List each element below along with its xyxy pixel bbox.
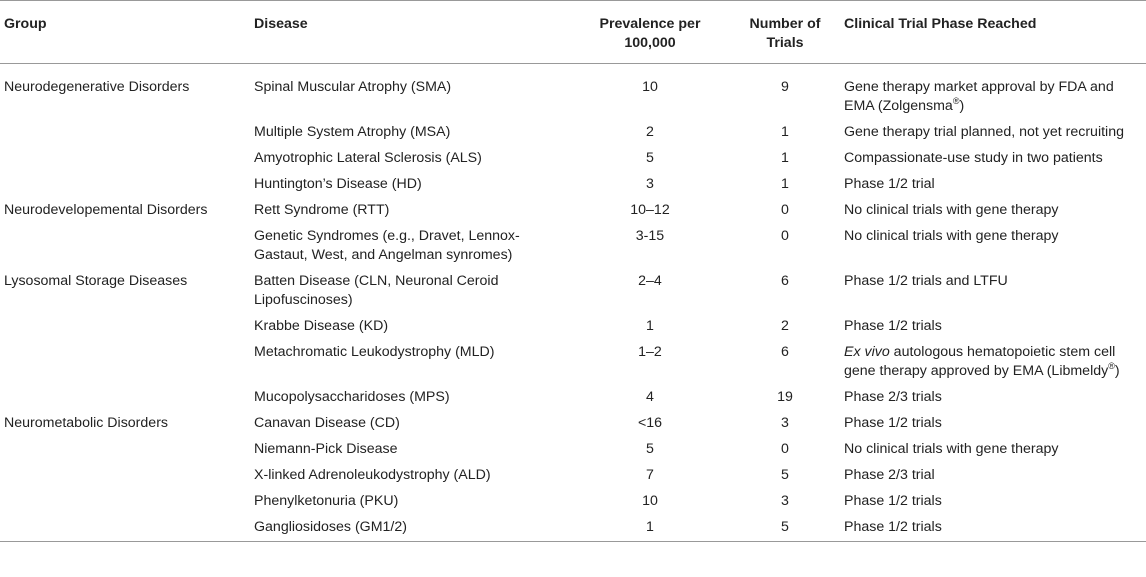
cell-phase (840, 340, 1146, 385)
cell-disease: Gangliosidoses (GM1/2) (254, 519, 407, 535)
phase-text: No clinical trials with gene therapy (844, 228, 1059, 244)
table-row (0, 120, 1146, 146)
phase-italic-text: Ex vivo (844, 344, 890, 360)
phase-text: Phase 1/2 trials (844, 519, 942, 535)
table-row (0, 437, 1146, 463)
table-row (0, 64, 1146, 121)
cell-trials: 1 (781, 124, 789, 140)
table-row (0, 198, 1146, 224)
cell-group (0, 437, 250, 463)
cell-group: Neurodegenerative Disorders (4, 79, 190, 95)
phase-text: Phase 1/2 trials (844, 415, 942, 431)
cell-trials: 6 (781, 344, 789, 360)
table-row (0, 463, 1146, 489)
registered-mark: ® (1108, 361, 1115, 371)
cell-group (0, 515, 250, 542)
cell-phase (840, 515, 1146, 542)
cell-disease: Rett Syndrome (RTT) (254, 202, 390, 218)
cell-phase (840, 411, 1146, 437)
cell-prevalence: 10 (642, 493, 658, 509)
cell-trials: 1 (781, 150, 789, 166)
cell-disease: Huntington’s Disease (HD) (254, 176, 422, 192)
cell-disease: Metachromatic Leukodystrophy (MLD) (254, 344, 495, 360)
cell-disease: Amyotrophic Lateral Sclerosis (ALS) (254, 150, 482, 166)
table-row (0, 411, 1146, 437)
cell-phase (840, 64, 1146, 121)
cell-prevalence: 1 (646, 519, 654, 535)
cell-phase (840, 172, 1146, 198)
cell-disease: Krabbe Disease (KD) (254, 318, 389, 334)
cell-group (0, 489, 250, 515)
cell-disease: Multiple System Atrophy (MSA) (254, 124, 451, 140)
cell-prevalence: 3 (646, 176, 654, 192)
cell-trials: 5 (781, 467, 789, 483)
phase-text-suffix: ) (959, 98, 965, 114)
cell-phase (840, 198, 1146, 224)
cell-trials: 3 (781, 493, 789, 509)
cell-phase (840, 269, 1146, 314)
cell-group (0, 224, 250, 269)
cell-prevalence: 5 (646, 441, 654, 457)
registered-mark: ® (952, 96, 960, 106)
cell-group (0, 314, 250, 340)
phase-text: Phase 1/2 trials (844, 318, 942, 334)
phase-text: Phase 2/3 trials (844, 389, 942, 405)
header-disease: Disease (254, 16, 308, 32)
cell-trials: 2 (781, 318, 789, 334)
cell-prevalence: 3-15 (635, 228, 665, 244)
header-phase: Clinical Trial Phase Reached (844, 16, 1037, 32)
cell-prevalence: <16 (637, 415, 663, 431)
cell-group (0, 463, 250, 489)
header-row (0, 1, 1146, 64)
header-group: Group (4, 16, 47, 32)
cell-group: Neurometabolic Disorders (4, 415, 169, 431)
phase-text: Phase 1/2 trials (844, 493, 942, 509)
phase-text: No clinical trials with gene therapy (844, 202, 1059, 218)
cell-prevalence: 5 (646, 150, 654, 166)
cell-group (0, 146, 250, 172)
cell-prevalence: 2–4 (638, 273, 662, 289)
table-row (0, 146, 1146, 172)
cell-prevalence: 2 (646, 124, 654, 140)
cell-group (0, 340, 250, 385)
table-row (0, 489, 1146, 515)
cell-group (0, 172, 250, 198)
cell-disease: Niemann-Pick Disease (254, 441, 398, 457)
phase-text-suffix: ) (1114, 363, 1120, 379)
cell-group (0, 385, 250, 411)
phase-text: autologous hematopoietic stem cell gene therapy approved by EMA (Libmeldy (844, 344, 1116, 379)
cell-prevalence: 10 (642, 79, 658, 95)
cell-trials: 3 (781, 415, 789, 431)
cell-disease: Batten Disease (CLN, Neuronal Ceroid Lipofuscinoses) (254, 273, 499, 308)
cell-prevalence: 1 (646, 318, 654, 334)
cell-disease: X-linked Adrenoleukodystrophy (ALD) (254, 467, 491, 483)
cell-phase (840, 437, 1146, 463)
cell-phase (840, 314, 1146, 340)
table-body (0, 64, 1146, 542)
cell-disease: Mucopolysaccharidoses (MPS) (254, 389, 450, 405)
cell-trials: 1 (781, 176, 789, 192)
cell-group: Lysosomal Storage Diseases (4, 273, 188, 289)
cell-phase (840, 224, 1146, 269)
phase-text: No clinical trials with gene therapy (844, 441, 1059, 457)
table-row (0, 314, 1146, 340)
cell-prevalence: 1–2 (638, 344, 662, 360)
cell-trials: 5 (781, 519, 789, 535)
table-row (0, 340, 1146, 385)
cell-trials: 0 (781, 202, 789, 218)
phase-text: Gene therapy trial planned, not yet recruiting (844, 124, 1124, 140)
cell-disease: Genetic Syndromes (e.g., Dravet, Lennox-Gastaut, West, and Angelman synromes) (254, 228, 520, 263)
cell-phase (840, 146, 1146, 172)
cell-trials: 6 (781, 273, 789, 289)
header-prevalence: Prevalence per 100,000 (599, 16, 701, 51)
phase-text: Compassionate-use study in two patients (844, 150, 1103, 166)
phase-text: Gene therapy market approval by FDA and EMA (Zolgensma (844, 79, 1114, 114)
cell-phase (840, 463, 1146, 489)
table-row (0, 515, 1146, 542)
cell-phase (840, 120, 1146, 146)
table-row (0, 269, 1146, 314)
cell-prevalence: 4 (646, 389, 654, 405)
header-trials: Number of Trials (749, 16, 821, 51)
cell-disease: Canavan Disease (CD) (254, 415, 400, 431)
cell-phase (840, 489, 1146, 515)
cell-trials: 19 (777, 389, 793, 405)
phase-text: Phase 1/2 trial (844, 176, 935, 192)
cell-disease: Phenylketonuria (PKU) (254, 493, 399, 509)
cell-prevalence: 10–12 (630, 202, 670, 218)
cell-prevalence: 7 (646, 467, 654, 483)
cell-trials: 0 (781, 441, 789, 457)
cell-disease: Spinal Muscular Atrophy (SMA) (254, 79, 452, 95)
cell-phase (840, 385, 1146, 411)
table-row (0, 172, 1146, 198)
table-row (0, 385, 1146, 411)
cell-group: Neurodevelopemental Disorders (4, 202, 208, 218)
phase-text: Phase 1/2 trials and LTFU (844, 273, 1008, 289)
cell-trials: 0 (781, 228, 789, 244)
cell-trials: 9 (781, 79, 789, 95)
phase-text: Phase 2/3 trial (844, 467, 935, 483)
cell-group (0, 120, 250, 146)
table-row (0, 224, 1146, 269)
